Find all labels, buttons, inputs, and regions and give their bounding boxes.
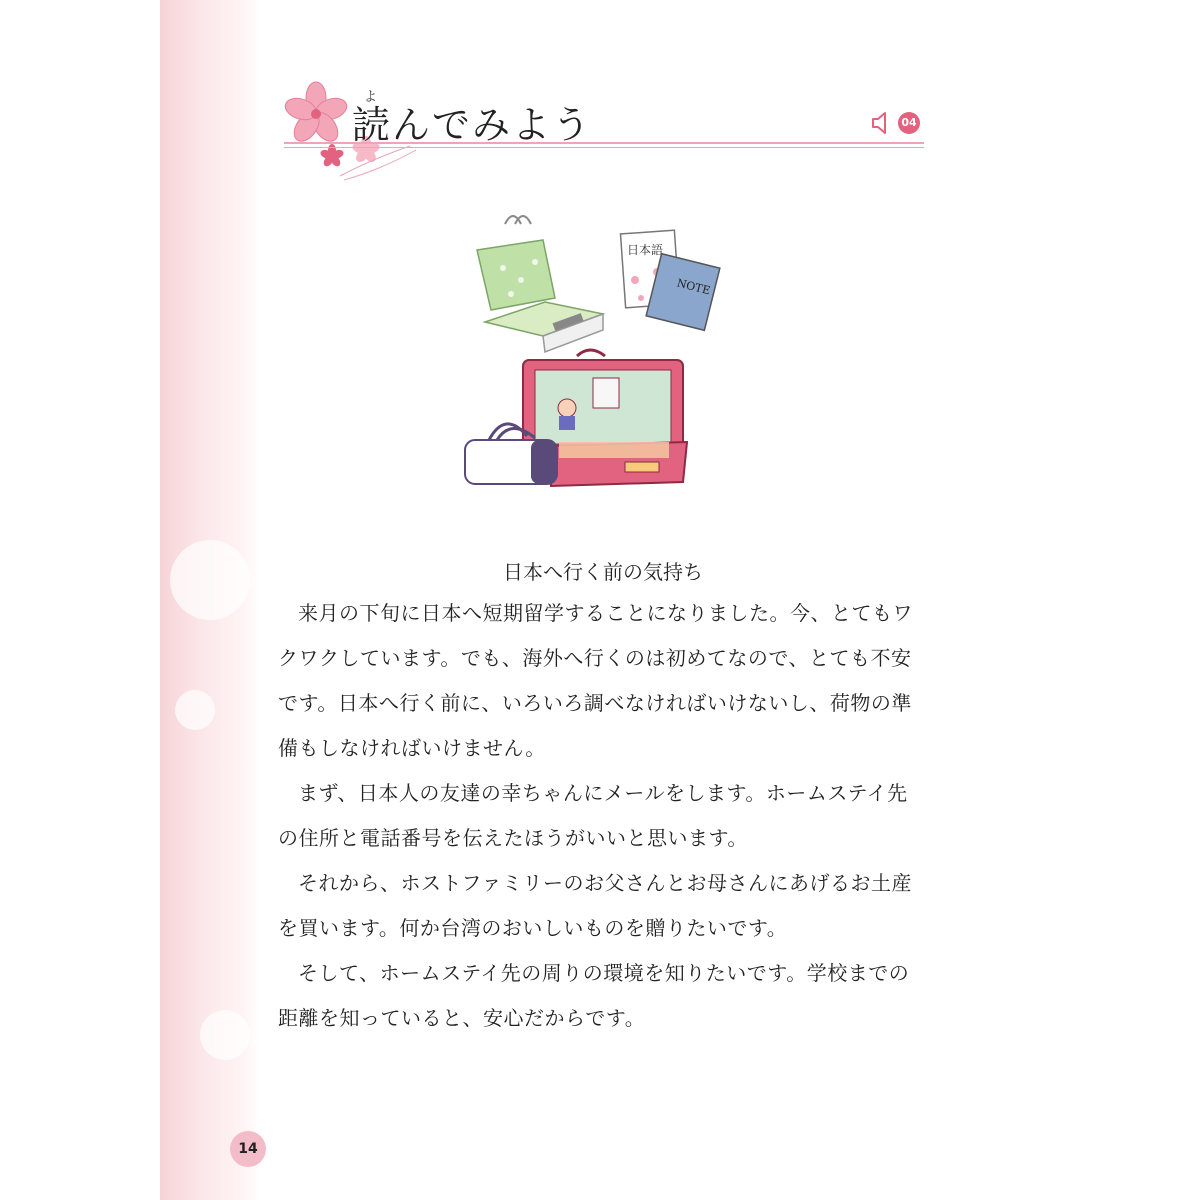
title-underline (284, 142, 924, 144)
reading-subtitle: 日本へ行く前の気持ち (503, 560, 703, 584)
reading-body (278, 591, 928, 1041)
audio-track-number: 04 (898, 112, 920, 134)
luggage-illustration (455, 210, 735, 500)
audio-track-button[interactable] (870, 110, 926, 136)
paragraph: 来月の下旬に日本へ短期留学することになりました。今、とてもワクワクしています。でも、海外へ行くのは初めてなので、とても不安です。日本へ行く前に、いろいろ調べなければいけないし、荷物の準備もしなければいけません。 (278, 601, 913, 760)
book-label: 日本語 (627, 243, 664, 257)
paragraph: そして、ホームステイ先の周りの環境を知りたいです。学校までの距離を知っていると、安心だからです。 (278, 961, 910, 1030)
left-glow-spot (175, 690, 215, 730)
notebook-label: NOTE (675, 276, 712, 298)
page-number: 14 (230, 1131, 266, 1167)
paragraph: まず、日本人の友達の幸ちゃんにメールをします。ホームステイ先の住所と電話番号を伝えたほうがいいと思います。 (278, 781, 908, 850)
paragraph: それから、ホストファミリーのお父さんとお母さんにあげるお土産を買います。何か台湾のおいしいものを贈りたいです。 (278, 871, 912, 940)
title-underline (284, 147, 924, 148)
page-title: 読んでみよう (352, 103, 593, 147)
left-glow-spot (170, 540, 250, 620)
reading-passage (278, 556, 928, 1041)
section-heading (280, 80, 925, 190)
left-glow-spot (200, 1010, 250, 1060)
speaker-icon (870, 110, 894, 136)
title-ruby: よ (364, 90, 378, 105)
